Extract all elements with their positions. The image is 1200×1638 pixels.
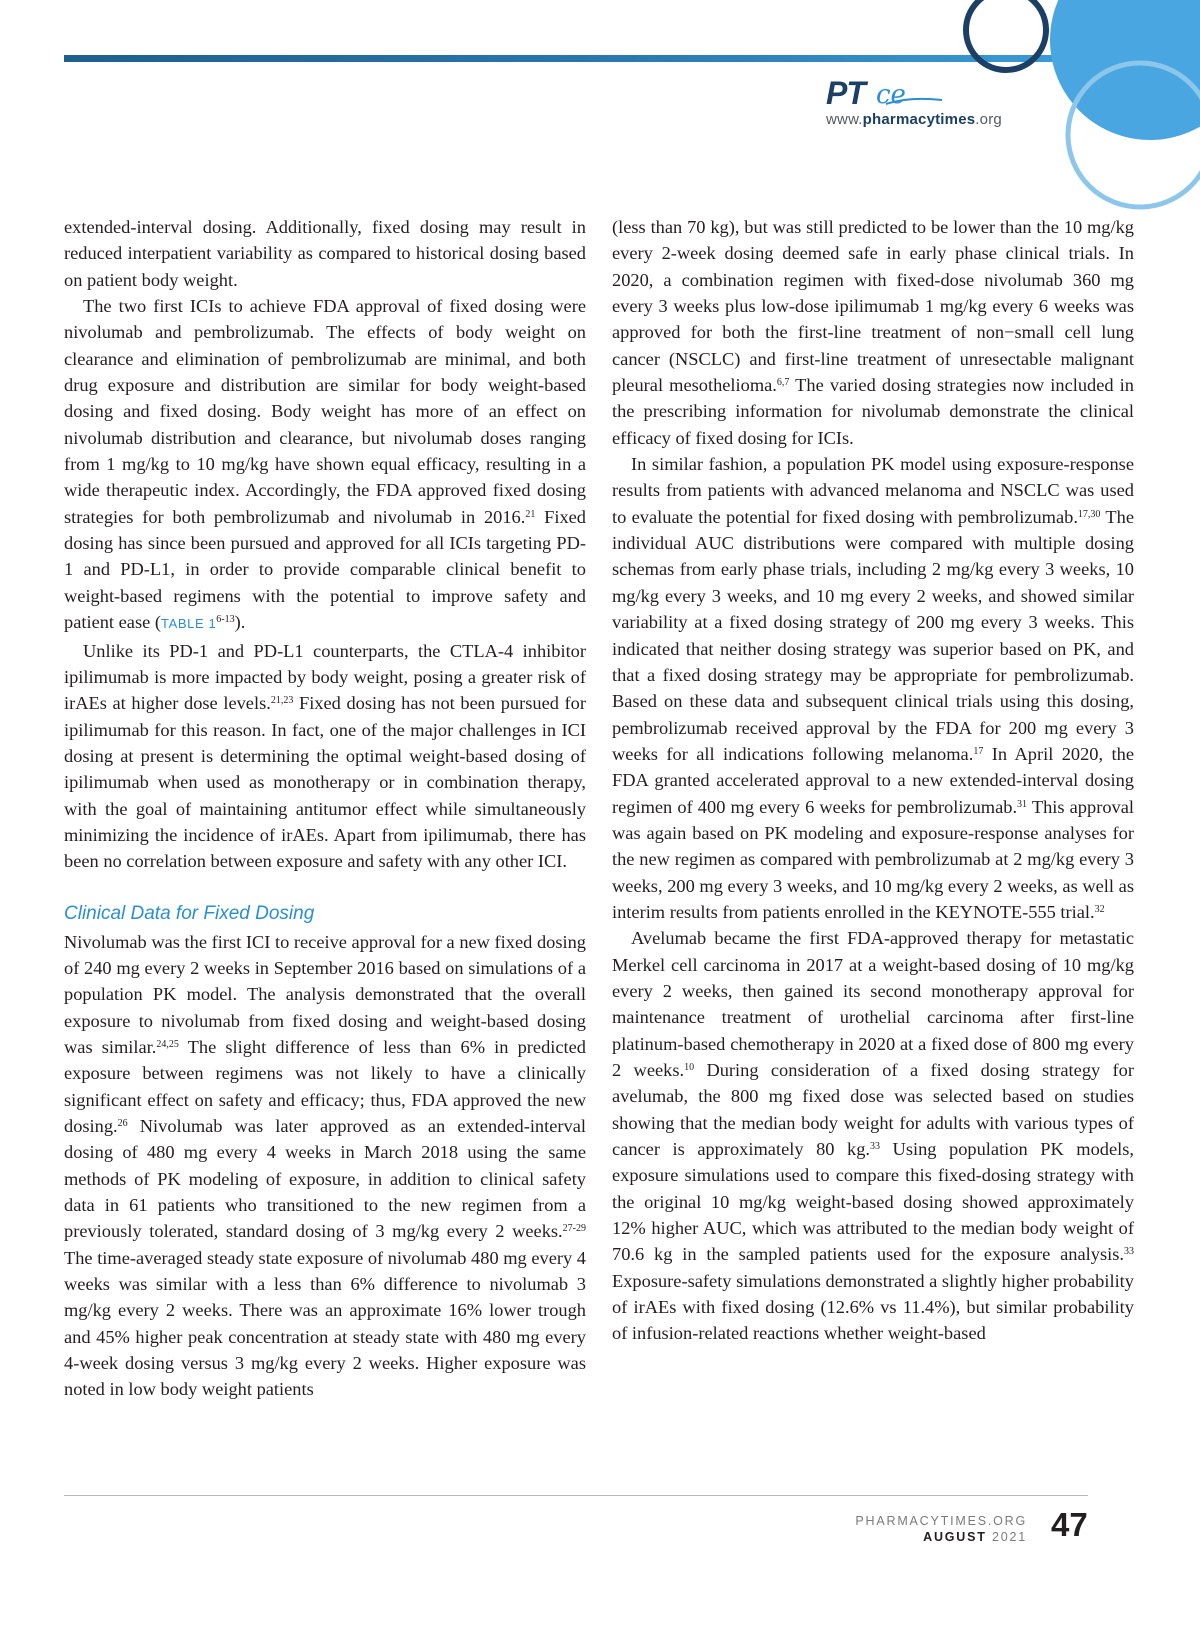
paragraph-text: Fixed dosing has since been pursued and approved for all ICIs targeting PD-1 and PD-L1, in order to provide comparable clinical benefit to weight-based regimens with the potential to improve safety and patient ease ( [64,506,586,633]
logo-url[interactable] [826,111,1002,128]
paragraph [64,929,586,1403]
citation: 21 [525,508,536,520]
footer-site[interactable]: PHARMACYTIMES.ORG [855,1514,1027,1528]
deco-circle-light [1068,63,1200,207]
right-column [612,214,1134,1347]
citation: 17 [973,745,984,757]
citation: 31 [1017,798,1028,810]
citation: 24,25 [156,1038,179,1050]
paragraph-text: Unlike its PD-1 and PD-L1 counterparts, the CTLA-4 inhibitor ipilimumab is more impacted by body weight, posing a greater risk of irAEs at higher dose levels. [64,640,586,714]
paragraph-text: Avelumab became the first FDA-approved therapy for metastatic Merkel cell carcinoma in 2017 at a weight-based dosing of 10 mg/kg every 2 weeks, then gained its second monotherapy approval for maintenance treatment of urothelial carcinoma after first-line platinum-based chemotherapy in 2020 at a fixed dose of 800 mg every 2 weeks. [612,928,1134,1080]
deco-circle-filled [1050,0,1200,140]
paragraph-text: Using population PK models, exposure simulations used to compare this fixed-dosing strategy with the original 10 mg/kg weight-based dosing showed approximately 12% higher AUC, which was attributed to the median body weight of 70.6 kg in the sampled patients used for the exposure analysis. [612,1139,1134,1265]
paragraph-text: In April 2020, the FDA granted accelerated approval to a new extended-interval dosing regimen of 400 mg every 6 weeks for pembrolizumab. [612,743,1134,817]
footer-month: AUGUST [923,1530,987,1544]
left-column [64,214,586,1403]
citation: 10 [684,1062,695,1073]
citation: 27-29 [562,1223,586,1235]
logo-pt-text: PT [826,75,865,111]
footer-rule [64,1495,1088,1496]
citation: 33 [1124,1246,1134,1258]
paragraph-text: Nivolumab was later approved as an extended-interval dosing of 480 mg every 4 weeks in March 2018 using the same methods of PK modeling of exposure, in addition to clinical safety data in 61 patients who transitioned to the new regimen from a previously tolerated, standard dosing of 3 mg/kg every 2 weeks. [64,1116,586,1242]
paragraph-text: The two first ICIs to achieve FDA approval of fixed dosing were nivolumab and pembrolizumab. The effects of body weight on clearance and elimination of pembrolizumab are minimal, and both drug exposure and distribution are similar for body weight-based dosing and fixed dosing. Body weight has more of an effect on nivolumab distribution and clearance, but nivolumab doses ranging from 1 mg/kg to 10 mg/kg have shown equal efficacy, resulting in a wide therapeutic index. Accordingly, the FDA approved fixed dosing strategies for both pembrolizumab and nivolumab in 2016. [64,296,586,527]
paragraph [64,214,586,293]
paragraph-text: In similar fashion, a population PK model using exposure-response results from patients with advanced melanoma and NSCLC was used to evaluate the potential for fixed dosing with pembrolizumab. [612,454,1134,527]
paragraph-text: The individual AUC distributions were compared with multiple dosing schemas from early phase trials, including 2 mg/kg every 3 weeks, 10 mg/kg every 3 weeks, and 10 mg every 2 weeks, and showed similar variability at a fixed dosing strategy of 200 mg every 3 weeks. This indicated that neither dosing strategy was superior based on PK, and that a fixed dosing strategy may be appropriate for pembrolizumab. Based on these data and subsequent clinical trials using this dosing, pembrolizumab received approval by the FDA for 200 mg every 3 weeks for all indications following melanoma. [612,506,1134,764]
paragraph-text: Fixed dosing has not been pursued for ipilimumab for this reason. In fact, one of the major challenges in ICI dosing at present is determining the optimal weight-based dosing of ipilimumab when used as monotherapy or in combination therapy, with the goal of maintaining antitumor effect while simultaneously minimizing the incidence of irAEs. Apart from ipilimumab, there has been no correlation between exposure and safety with any other ICI. [64,693,586,872]
footer-year: 2021 [991,1530,1027,1544]
footer-date [923,1530,1027,1544]
table-reference-link[interactable]: TABLE 1 [161,616,217,632]
section-subheading: Clinical Data for Fixed Dosing [64,902,315,924]
url-suffix: .org [975,111,1002,128]
citation: 17,30 [1077,508,1101,520]
paragraph [612,214,1134,451]
citation: 32 [1094,903,1105,915]
paragraph [64,293,586,637]
paragraph-text: During consideration of a fixed dosing strategy for avelumab, the 800 mg fixed dose was selected based on studies showing that the median body weight for adults with various types of cancer is approximately 80 kg. [612,1060,1135,1160]
logo-swoosh-icon [884,96,944,106]
paragraph [612,925,1134,1347]
paragraph-text: ). [234,612,246,633]
paragraph-text: The varied dosing strategies now included in the prescribing information for nivolumab demonstrate the clinical efficacy of fixed dosing for ICIs. [612,375,1134,448]
paragraph-text: Nivolumab was the first ICI to receive approval for a new fixed dosing of 240 mg every 2 weeks in September 2016 based on simulations of a population PK model. The analysis demonstrated that the overall exposure to nivolumab from fixed dosing and weight-based dosing was similar. [64,931,586,1057]
logo-ce-text: ce [876,80,906,110]
header-rule [64,55,1074,62]
paragraph-text: The time-averaged steady state exposure of nivolumab 480 mg every 4 weeks was similar with a less than 6% difference to nivolumab 3 mg/kg every 2 weeks. There was an approximate 16% lower trough and 45% higher peak concentration at steady state with 480 mg every 4-week dosing versus 3 mg/kg every 2 weeks. Higher exposure was noted in low body weight patients [64,1247,586,1400]
citation: 6-13 [216,614,235,626]
url-brand: pharmacytimes [862,111,976,128]
paragraph-text: The slight difference of less than 6% in predicted exposure between regimens was not likely to have a clinically significant effect on safety and efficacy; thus, FDA approved the new dosing. [64,1036,586,1136]
citation: 21,23 [270,695,294,707]
paragraph-text: (less than 70 kg), but was still predicted to be lower than the 10 mg/kg every 2-week dosing deemed safe in early phase clinical trials. In 2020, a combination regimen with fixed-dose nivolumab 360 mg every 3 weeks plus low-dose ipilimumab 1 mg/kg every 6 weeks was approved for both the first-line treatment of non−small cell lung cancer (NSCLC) and first-line treatment of unresectable malignant pleural mesothelioma. [612,217,1134,396]
paragraph [64,638,586,875]
paragraph-text: extended-interval dosing. Additionally, fixed dosing may result in reduced interpatient variability as compared to historical dosing based on patient body weight. [64,217,586,290]
paragraph-text: Exposure-safety simulations demonstrated a slightly higher probability of irAEs with fixed dosing (12.6% vs 11.4%), but similar probability of infusion-related reactions whether weight-based [612,1270,1134,1344]
citation: 33 [870,1141,880,1153]
page-number: 47 [1051,1506,1088,1543]
ptce-logo[interactable] [826,76,1031,136]
citation: 26 [117,1118,128,1129]
url-prefix: www. [826,111,863,128]
citation: 6,7 [776,377,790,389]
paragraph-text: This approval was again based on PK modeling and exposure-response analyses for the new regimen as compared with pembrolizumab at 2 mg/kg every 3 weeks, 200 mg every 3 weeks, and 10 mg/kg every 2 weeks, as well as interim results from patients enrolled in the KEYNOTE-555 trial. [612,796,1134,922]
paragraph [612,451,1134,925]
